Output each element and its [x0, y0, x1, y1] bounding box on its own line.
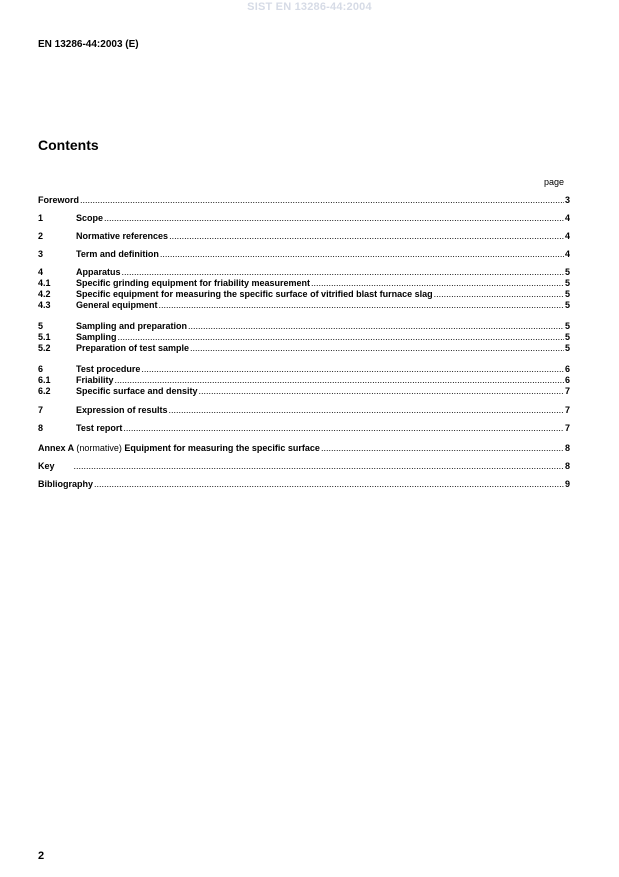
- toc-entry-page: 5: [564, 300, 570, 310]
- toc-entry-page: 5: [564, 343, 570, 353]
- page-number: 2: [38, 850, 45, 862]
- toc-entry-page: 4: [564, 249, 570, 259]
- toc-entry-6-2[interactable]: [38, 386, 570, 397]
- toc-entry-4[interactable]: [38, 267, 570, 278]
- toc-entry-number: 6.1: [38, 375, 51, 385]
- toc-entry-title: Test procedure: [76, 364, 141, 374]
- toc-leader-dots: [80, 195, 564, 206]
- toc-entry-page: 4: [564, 213, 570, 223]
- toc-entry-title: Sampling and preparation: [76, 321, 188, 331]
- toc-leader-dots: [74, 461, 564, 472]
- page-column-label: page: [544, 177, 565, 187]
- toc-entry-title: Sampling: [76, 332, 117, 342]
- toc-entry-title: Scope: [76, 213, 104, 223]
- toc-entry-page: 4: [564, 231, 570, 241]
- toc-entry-page: 7: [564, 405, 570, 415]
- toc-entry-page: 6: [564, 364, 570, 374]
- toc-entry-7[interactable]: [38, 405, 570, 416]
- toc-leader-dots: [159, 300, 564, 311]
- toc-entry-3[interactable]: [38, 249, 570, 260]
- toc-entry-2[interactable]: [38, 231, 570, 242]
- toc-leader-dots: [94, 479, 564, 490]
- toc-leader-dots: [190, 343, 564, 354]
- annex-title: Equipment for measuring the specific surface: [124, 443, 320, 453]
- toc-entry-number: 1: [38, 213, 44, 223]
- toc-entry-number: 5.1: [38, 332, 51, 342]
- toc-entry-number: 3: [38, 249, 44, 259]
- toc-leader-dots: [199, 386, 564, 397]
- toc-leader-dots: [311, 278, 564, 289]
- toc-entry-number: 8: [38, 423, 44, 433]
- toc-entry-page: 7: [564, 423, 570, 433]
- toc-entry-title: Specific equipment for measuring the specific surface of vitrified blast furnace slag: [76, 289, 433, 299]
- toc-entry-number: 4.3: [38, 300, 51, 310]
- toc-leader-dots: [141, 364, 564, 375]
- toc-entry-number: 4: [38, 267, 44, 277]
- watermark: SIST EN 13286-44:2004: [247, 1, 372, 13]
- toc-entry-annex-a[interactable]: [38, 443, 570, 454]
- toc-entry-page: 8: [564, 461, 570, 471]
- toc-entry-6-1[interactable]: [38, 375, 570, 386]
- toc-entry-title: Apparatus: [76, 267, 121, 277]
- toc-entry-6[interactable]: [38, 364, 570, 375]
- toc-entry-page: 8: [564, 443, 570, 453]
- toc-entry-page: 5: [564, 321, 570, 331]
- toc-entry-number: 5: [38, 321, 44, 331]
- toc-entry-page: 7: [564, 386, 570, 396]
- toc-entry-page: 5: [564, 278, 570, 288]
- toc-entry-title: Normative references: [76, 231, 169, 241]
- toc-entry-title: Term and definition: [76, 249, 159, 259]
- toc-entry-page: 5: [564, 332, 570, 342]
- toc-leader-dots: [169, 231, 564, 242]
- toc-entry-4-1[interactable]: [38, 278, 570, 289]
- toc-entry-title: Key: [38, 461, 55, 471]
- toc-entry-8[interactable]: [38, 423, 570, 434]
- toc-entry-page: 5: [564, 267, 570, 277]
- toc-entry-4-3[interactable]: [38, 300, 570, 311]
- document-id: EN 13286-44:2003 (E): [38, 39, 139, 50]
- toc-entry-number: 2: [38, 231, 44, 241]
- toc-entry-bibliography[interactable]: [38, 479, 570, 490]
- toc-entry-page: 6: [564, 375, 570, 385]
- toc-entry-page: 5: [564, 289, 570, 299]
- toc-entry-number: 7: [38, 405, 44, 415]
- toc-entry-foreword[interactable]: [38, 195, 570, 206]
- toc-leader-dots: [188, 321, 564, 332]
- toc-entry-title: General equipment: [76, 300, 158, 310]
- toc-leader-dots: [115, 375, 564, 386]
- toc-leader-dots: [169, 405, 564, 416]
- toc-entry-title: Specific grinding equipment for friability measurement: [76, 278, 311, 288]
- toc-entry-title: Specific surface and density: [76, 386, 198, 396]
- toc-entry-title: Bibliography: [38, 479, 94, 489]
- toc-entry-page: 3: [564, 195, 570, 205]
- toc-entry-title: Expression of results: [76, 405, 168, 415]
- toc-entry-number: 6: [38, 364, 44, 374]
- toc-entry-4-2[interactable]: [38, 289, 570, 300]
- toc-entry-number: 4.1: [38, 278, 51, 288]
- toc-leader-dots: [104, 213, 564, 224]
- toc-entry-title: [38, 443, 320, 454]
- toc-entry-1[interactable]: [38, 213, 570, 224]
- toc-entry-title: Foreword: [38, 195, 80, 205]
- toc-entry-title: Friability: [76, 375, 114, 385]
- toc-entry-number: 4.2: [38, 289, 51, 299]
- toc-entry-5-1[interactable]: [38, 332, 570, 343]
- toc-entry-title: Test report: [76, 423, 123, 433]
- toc-entry-5[interactable]: [38, 321, 570, 332]
- toc-leader-dots: [321, 443, 564, 454]
- annex-label: Annex A: [38, 443, 74, 453]
- toc-leader-dots: [123, 423, 564, 434]
- toc-entry-title: Preparation of test sample: [76, 343, 190, 353]
- annex-qualifier: (normative): [76, 443, 122, 453]
- toc-leader-dots: [122, 267, 564, 278]
- toc-entry-number: 6.2: [38, 386, 51, 396]
- toc-entry-5-2[interactable]: [38, 343, 570, 354]
- contents-heading: Contents: [38, 137, 99, 153]
- toc-entry-number: 5.2: [38, 343, 51, 353]
- toc-leader-dots: [160, 249, 564, 260]
- toc-leader-dots: [434, 289, 564, 300]
- toc-leader-dots: [118, 332, 564, 343]
- toc-entry-page: 9: [564, 479, 570, 489]
- toc-entry-key[interactable]: [38, 461, 570, 472]
